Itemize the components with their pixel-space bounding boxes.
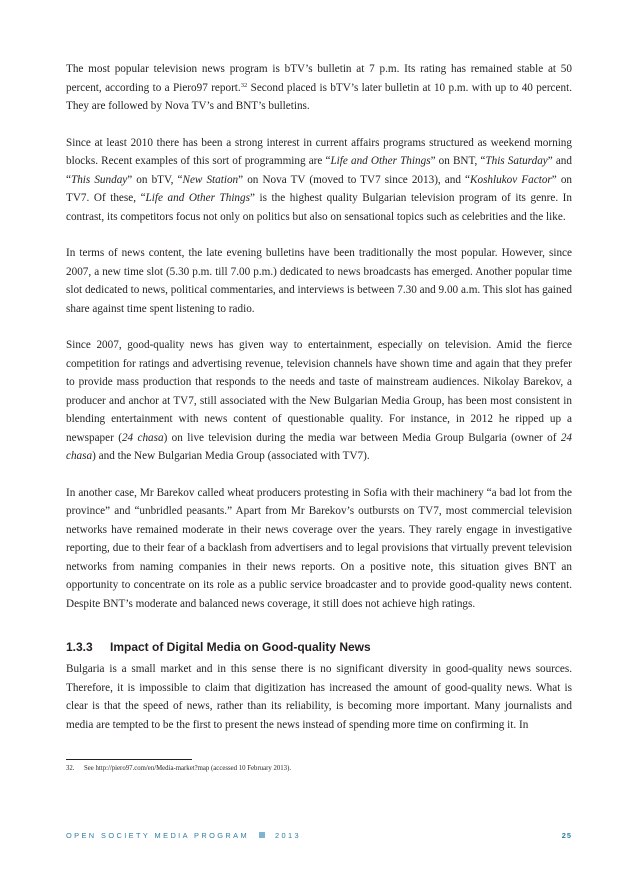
main-text [66, 60, 572, 613]
footnote-divider [66, 759, 192, 760]
section-body [66, 660, 572, 734]
newspaper-title: 24 chasa [121, 431, 164, 444]
paragraph-entertainment [66, 336, 572, 466]
paragraph-text: ” is the highest quality Bulgarian television program of its genre. In contrast, its competitors focus not only on politics but also on sensational topics such as celebrities and the like. [66, 192, 572, 223]
publication-year: 2013 [275, 831, 302, 840]
paragraph-text: ” on Nova TV (moved to TV7 since 2013), and “ [238, 173, 471, 186]
paragraph-text: ” on bTV, “ [127, 173, 183, 186]
program-title: Koshlukov Factor [470, 173, 552, 186]
paragraph-text: ” and “ [66, 155, 572, 186]
footnote [66, 764, 572, 774]
paragraph-ratings [66, 60, 572, 116]
section-heading [66, 640, 572, 654]
newspaper-title: 24 chasa [66, 431, 573, 462]
paragraph-text: The most popular television news program is bTV’s bulletin at 7 p.m. Its rating has remained stable at 50 percent, according to a Piero97 report. [66, 63, 572, 94]
program-title: This Saturday [485, 155, 548, 167]
paragraph-text: Since at least 2010 there has been a strong interest in current affairs programs structured as weekend morning blocks. Recent examples of this sort of programming are “ [66, 136, 572, 167]
footnote-number: 32. [66, 765, 75, 772]
program-title: Life and Other Things [145, 192, 250, 204]
paragraph-text: Since 2007, good-quality news has given way to entertainment, especially on television. Amid the fierce competition for ratings and advertising revenue, television channels have shown time and again that they prefer to provide mass production that responds to the needs and taste of mainstream audiences. Nikolay Barekov, a producer and anchor at TV7, still associated with the New Bulgarian Media Group, has been most consistent in blending entertainment with news content of questionable quality. For instance, in 2012 he ripped up a newspaper ( [66, 339, 572, 444]
paragraph-text: Second placed is bTV’s later bulletin at 10 p.m. with up to 40 percent. They are followed by Nova TV’s and BNT’s bulletins. [66, 81, 572, 112]
program-title: Life and Other Things [330, 155, 431, 167]
paragraph-barekov: In another case, Mr Barekov called wheat producers protesting in Sofia with their machinery “a bad lot from the province” and “unbridled peasants.” Apart from Mr Barekov’s outbursts on TV7, most commercial television networks have remained moderate in their news coverage over the years. They rarely engage in investigative reporting, due to their fear of a backlash from advertisers and to legal provisions that virtually prevent television networks from naming companies in their news reports. On a positive note, this situation gives BNT an opportunity to concentrate on its role as a public service broadcaster and to provide good-quality news content. Despite BNT’s moderate and balanced news coverage, it still does not achieve high ratings. [66, 486, 572, 610]
paragraph-current-affairs [66, 134, 572, 227]
footnote-text[interactable]: See http://piero97.com/en/Media-market?map (accessed 10 February 2013). [84, 765, 292, 772]
page-number: 25 [561, 831, 572, 840]
footer-left [66, 831, 301, 840]
paragraph-text: ” on TV7. Of these, “ [66, 173, 573, 204]
section-title: Impact of Digital Media on Good-quality News [110, 640, 371, 654]
program-title: New Station [182, 173, 239, 186]
paragraph-text: ) and the New Bulgarian Media Group (associated with TV7). [92, 450, 370, 462]
paragraph-news-content: In terms of news content, the late evening bulletins have been traditionally the most popular. However, since 2007, a new time slot (5.30 p.m. till 7.00 p.m.) dedicated to news broadcasts has emerged. Another popular time slot dedicated to news, political commentaries, and interviews is between 7.30 and 9.00 a.m. This slot has gained share against time spent listening to radio. [66, 247, 572, 315]
paragraph-text: ” on BNT, “ [430, 155, 486, 167]
square-separator-icon [259, 832, 265, 838]
publisher-name: OPEN SOCIETY MEDIA PROGRAM [66, 831, 249, 840]
page-footer [66, 831, 572, 843]
footnote-ref[interactable]: 32 [240, 81, 248, 89]
section-number: 1.3.3 [66, 640, 93, 654]
paragraph-digital-media: Bulgaria is a small market and in this sense there is no significant diversity in good-quality news sources. Therefore, it is impossible to claim that digitization has increased the amount of good-quality news. What is clear is that the speed of news, rather than its reliability, is becoming more important. Many journalists and media are tempted to be the first to present the news instead of spending more time on confirming it. In [66, 663, 572, 731]
program-title: This Sunday [70, 173, 128, 186]
paragraph-text: ) on live television during the media war between Media Group Bulgaria (owner of [163, 431, 561, 444]
